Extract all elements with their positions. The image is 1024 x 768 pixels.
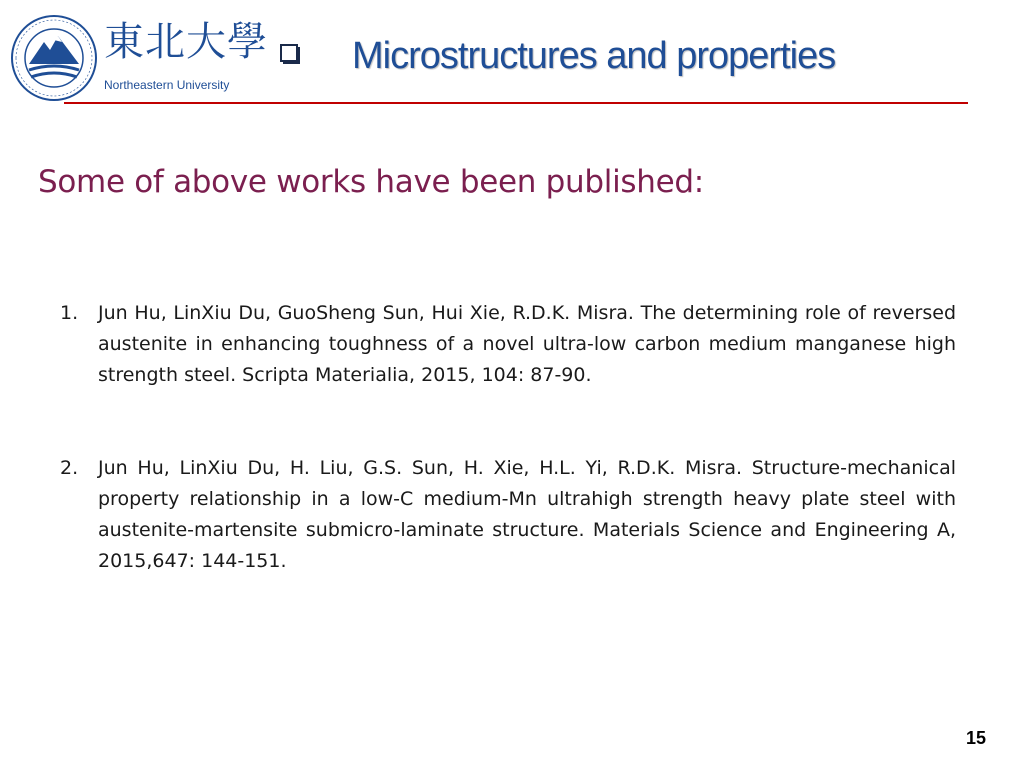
header-divider xyxy=(64,102,968,104)
section-subtitle: Some of above works have been published: xyxy=(38,164,704,200)
university-seal-logo xyxy=(10,14,98,102)
reference-item xyxy=(60,298,956,391)
slide-title: Microstructures and properties xyxy=(352,35,836,77)
reference-item xyxy=(60,453,956,577)
reference-text: Jun Hu, LinXiu Du, H. Liu, G.S. Sun, H. Xie, H.L. Yi, R.D.K. Misra. Structure-mechanical property relationship in a low-C medium-Mn ultrahigh strength heavy plate steel with austenite-martensite submicro-laminate structure. Materials Science and Engineering A, 2015,647: 144-151. xyxy=(98,457,956,572)
reference-number: 1. xyxy=(60,302,79,324)
university-name-chinese: 東北大學 xyxy=(104,19,268,65)
reference-text: Jun Hu, LinXiu Du, GuoSheng Sun, Hui Xie, R.D.K. Misra. The determining role of reversed austenite in enhancing toughness of a novel ultra-low carbon medium manganese high strength steel. Scripta Materialia, 2015, 104: 87-90. xyxy=(98,302,956,386)
page-number: 15 xyxy=(965,728,986,748)
reference-list xyxy=(60,298,956,577)
hollow-square-bullet-icon xyxy=(278,42,300,64)
university-name-english: Northeastern University xyxy=(104,78,230,92)
reference-number: 2. xyxy=(60,457,79,479)
